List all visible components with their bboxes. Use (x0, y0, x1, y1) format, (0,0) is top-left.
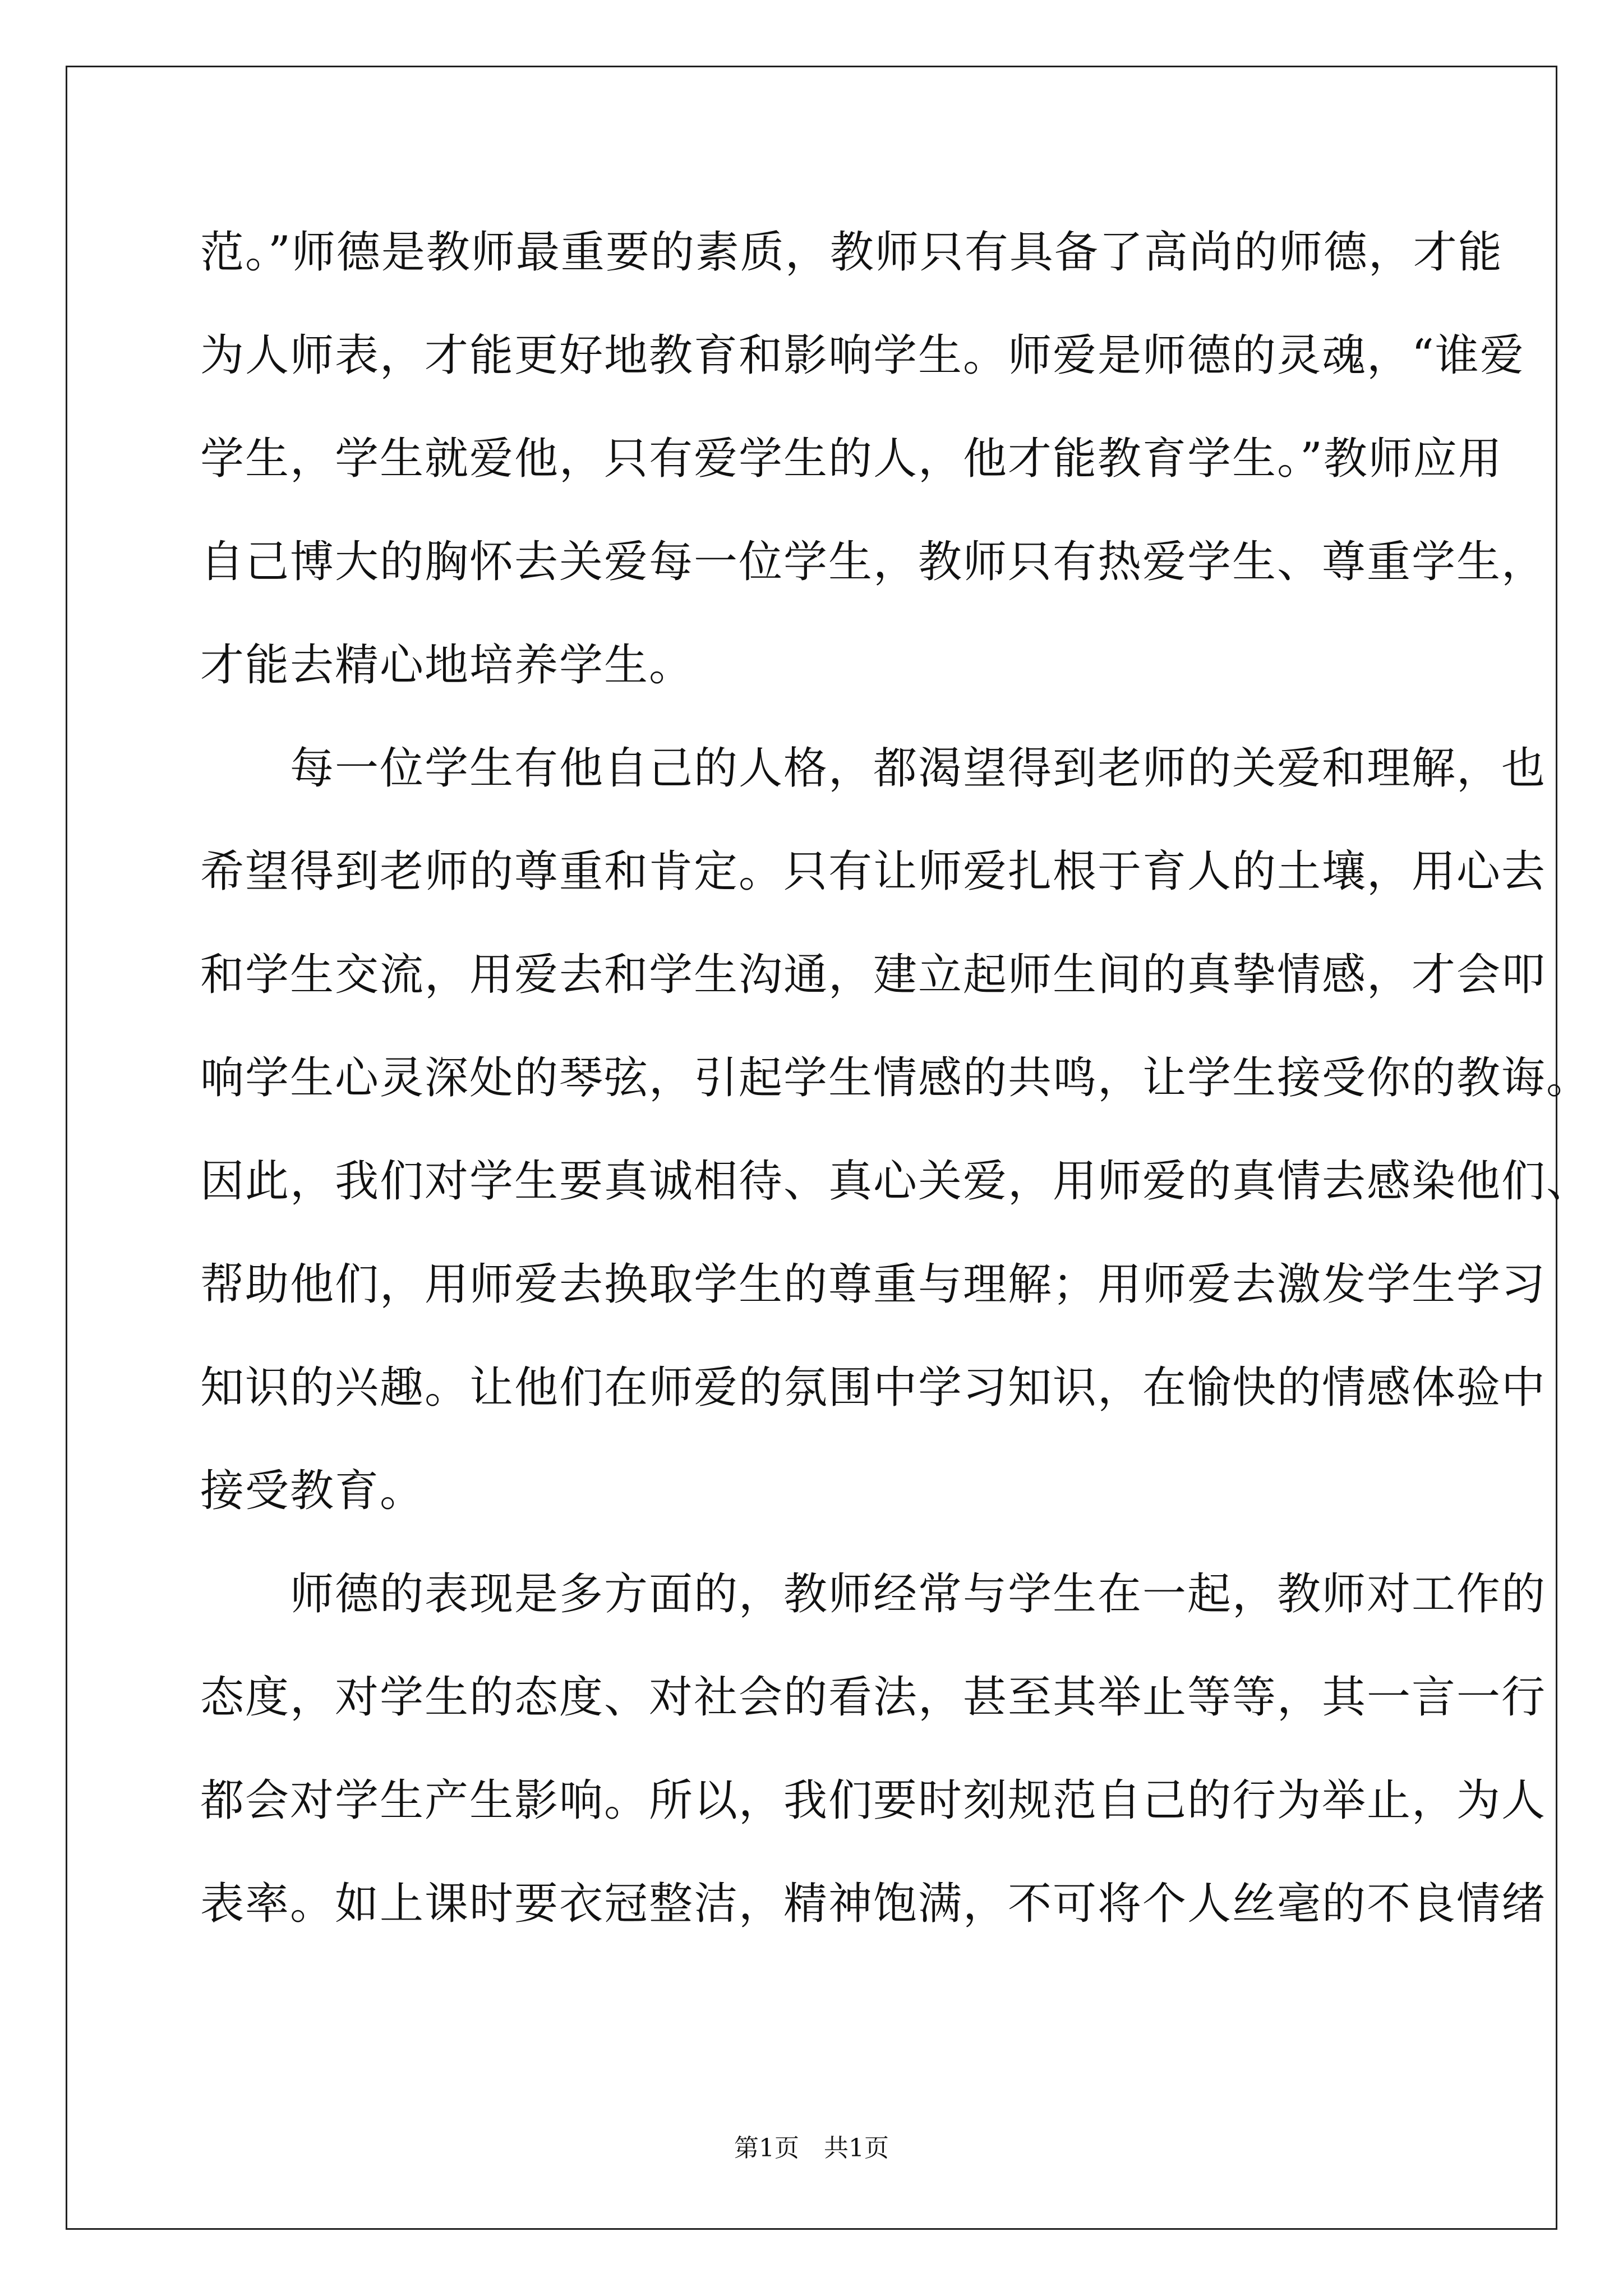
text-line: 希望得到老师的尊重和肯定。只有让师爱扎根于育人的土壤，用心去 (200, 846, 1547, 897)
text-line: 表率。如上课时要衣冠整洁，精神饱满，不可将个人丝毫的不良情绪 (200, 1879, 1547, 1929)
text-line: 都会对学生产生影响。所以，我们要时刻规范自己的行为举止，为人 (200, 1775, 1547, 1826)
text-line: 范。”师德是教师最重要的素质，教师只有具备了高尚的师德，才能 (200, 227, 1503, 278)
text-line: 态度，对学生的态度、对社会的看法，甚至其举止等等，其一言一行 (200, 1672, 1547, 1723)
text-line: 每一位学生有他自己的人格，都渴望得到老师的关爱和理解，也 (200, 743, 1547, 794)
text-line: 接受教育。 (200, 1466, 425, 1516)
text-line: 响学生心灵深处的琴弦，引起学生情感的共鸣，让学生接受你的教诲。 (200, 1053, 1592, 1103)
text-line: 学生，学生就爱他，只有爱学生的人，他才能教育学生。”教师应用 (200, 434, 1503, 484)
text-line: 因此，我们对学生要真诚相待、真心关爱，用师爱的真情去感染他们、 (200, 1156, 1592, 1207)
text-line: 帮助他们，用师爱去换取学生的尊重与理解；用师爱去激发学生学习 (200, 1259, 1547, 1310)
text-line: 和学生交流，用爱去和学生沟通，建立起师生间的真挚情感，才会叩 (200, 950, 1547, 1000)
document-body (200, 219, 1592, 1973)
page-number-footer: 第1页 共1页 (734, 2134, 889, 2162)
text-line: 为人师表，才能更好地教育和影响学生。师爱是师德的灵魂，“谁爱 (200, 330, 1525, 381)
text-line: 知识的兴趣。让他们在师爱的氛围中学习知识，在愉快的情感体验中 (200, 1363, 1547, 1413)
text-line: 自己博大的胸怀去关爱每一位学生，教师只有热爱学生、尊重学生， (200, 537, 1547, 587)
text-line: 师德的表现是多方面的，教师经常与学生在一起，教师对工作的 (200, 1569, 1547, 1619)
text-line: 才能去精心地培养学生。 (200, 640, 694, 691)
